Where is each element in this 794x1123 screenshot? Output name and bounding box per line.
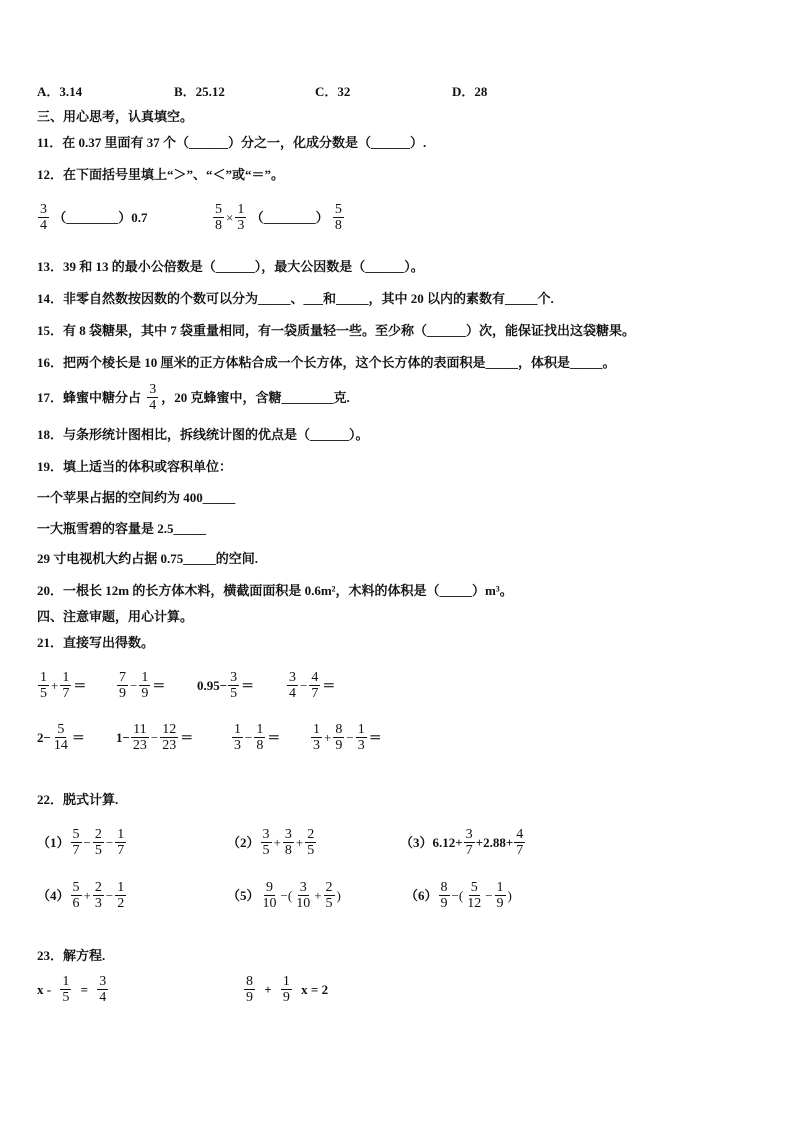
q22-problem-2: （2） $\frac{3}{5}$ + $\frac{3}{8}$ + $\frac{2}{5}$ xyxy=(227,827,315,858)
q22-problem-4: （4） $\frac{5}{6}$ + $\frac{2}{3}$ − $\frac{1}{2}$ xyxy=(37,880,125,911)
times-sign: × xyxy=(226,209,234,225)
fraction: $\frac{1}{9}$ xyxy=(141,670,149,701)
question-14: 14．非零自然数按因数的个数可以分为_____、___和_____，其中 20 以内的素数有_____个. xyxy=(37,291,554,306)
question-19-item-b: 一大瓶雪碧的容量是 2.5_____ xyxy=(37,521,207,536)
choice-d: D．28 xyxy=(452,84,488,99)
q22-problem-1: （1） $\frac{5}{7}$ − $\frac{2}{5}$ − $\frac{1}{7}$ xyxy=(37,827,125,858)
q23-equation-2: $\frac{8}{9}$ + $\frac{1}{9}$ x = 2 xyxy=(246,974,329,1005)
fraction: $\frac{7}{9}$ xyxy=(119,670,126,701)
fraction: $\frac{3}{4}$ xyxy=(289,670,296,701)
fraction: $\frac{1}{3}$ xyxy=(234,722,241,753)
fraction: $\frac{5}{8}$ xyxy=(334,202,342,233)
q22-problem-6: （6） $\frac{8}{9}$ −( $\frac{5}{12}$ − $\frac{1}{9}$ ) xyxy=(405,880,512,911)
fraction: $\frac{3}{7}$ xyxy=(465,827,473,858)
section-3-heading: 三、用心思考，认真填空。 xyxy=(37,109,194,124)
fraction: $\frac{1}{9}$ xyxy=(496,880,504,911)
fraction: $\frac{3}{4}$ xyxy=(149,382,157,413)
fraction: $\frac{8}{9}$ xyxy=(335,722,343,753)
fraction: $\frac{3}{5}$ xyxy=(230,670,238,701)
fraction: $\frac{1}{3}$ xyxy=(237,202,245,233)
fraction: $\frac{2}{5}$ xyxy=(307,827,315,858)
fraction: $\frac{5}{8}$ xyxy=(215,202,222,233)
question-18: 18．与条形统计图相比，拆线统计图的优点是（______）。 xyxy=(37,427,369,442)
fraction: $\frac{3}{5}$ xyxy=(262,827,270,858)
fraction: $\frac{4}{7}$ xyxy=(311,670,319,701)
q21-expr-7: $\frac{1}{3}$ − $\frac{1}{8}$ ＝ xyxy=(234,722,281,753)
fraction: $\frac{1}{3}$ xyxy=(357,722,365,753)
question-16: 16．把两个棱长是 10 厘米的正方体粘合成一个长方体，这个长方体的表面积是_____，体积是_____。 xyxy=(37,355,616,370)
fraction: $\frac{9}{10}$ xyxy=(262,880,277,911)
q21-expr-1: $\frac{1}{5}$ + $\frac{1}{7}$ ＝ xyxy=(40,670,87,701)
fraction: $\frac{2}{5}$ xyxy=(94,827,102,858)
question-15: 15．有 8 袋糖果，其中 7 袋重量相同，有一袋质量轻一些。至少称（______）次，能保证找出这袋糖果。 xyxy=(37,323,636,338)
fraction: $\frac{11}{23}$ xyxy=(132,722,147,753)
question-23: 23．解方程. xyxy=(37,948,106,963)
choice-c: C．32 xyxy=(315,84,351,99)
fraction: $\frac{12}{23}$ xyxy=(162,722,177,753)
question-11: 11．在 0.37 里面有 37 个（______）分之一，化成分数是（______）. xyxy=(37,135,427,150)
q21-expr-4: $\frac{3}{4}$ − $\frac{4}{7}$ ＝ xyxy=(289,670,336,701)
fraction: $\frac{5}{6}$ xyxy=(72,880,80,911)
fraction: $\frac{5}{7}$ xyxy=(72,827,80,858)
q22-problem-5: （5） $\frac{9}{10}$ −( $\frac{3}{10}$ + $\frac{2}{5}$ ) xyxy=(227,880,341,911)
choice-a: A．3.14 xyxy=(37,84,83,99)
compare-blank: （________）0.7 xyxy=(53,209,148,225)
q21-expr-6: 1− $\frac{11}{23}$ − $\frac{12}{23}$ ＝ xyxy=(116,722,194,753)
fraction: $\frac{2}{5}$ xyxy=(325,880,333,911)
fraction: $\frac{1}{5}$ xyxy=(62,974,70,1005)
q21-expr-8: $\frac{1}{3}$ + $\frac{8}{9}$ − $\frac{1}{3}$ ＝ xyxy=(313,722,382,753)
fraction: $\frac{3}{4}$ xyxy=(99,974,107,1005)
fraction: $\frac{1}{2}$ xyxy=(117,880,125,911)
fraction: $\frac{1}{7}$ xyxy=(62,670,70,701)
question-12-compare-1 xyxy=(37,202,148,233)
fraction: $\frac{1}{7}$ xyxy=(117,827,125,858)
fraction: $\frac{5}{14}$ xyxy=(53,722,68,753)
q22-problem-3: （3）6.12+ $\frac{3}{7}$ +2.88+ $\frac{4}{7}$ xyxy=(400,827,524,858)
q21-expr-3: 0.95− $\frac{3}{5}$ ＝ xyxy=(197,670,255,701)
question-20: 20．一根长 12m 的长方体木料，横截面面积是 0.6m²，木料的体积是（_____）m³。 xyxy=(37,583,513,598)
compare-blank: （________） xyxy=(250,209,329,225)
fraction: $\frac{3}{4}$ xyxy=(40,202,47,233)
fraction: $\frac{8}{9}$ xyxy=(246,974,253,1005)
question-13: 13．39 和 13 的最小公倍数是（______），最大公因数是（______）。 xyxy=(37,259,424,274)
question-19-item-a: 一个苹果占据的空间约为 400_____ xyxy=(37,490,236,505)
fraction: $\frac{1}{9}$ xyxy=(282,974,290,1005)
fraction: $\frac{8}{9}$ xyxy=(440,880,448,911)
q21-expr-5: 2− $\frac{5}{14}$ ＝ xyxy=(37,722,85,753)
choice-b: B．25.12 xyxy=(174,84,225,99)
fraction: $\frac{4}{7}$ xyxy=(516,827,524,858)
fraction: $\frac{1}{3}$ xyxy=(313,722,320,753)
question-12: 12．在下面括号里填上“＞”、“＜”或“＝”。 xyxy=(37,167,285,182)
q21-expr-2: $\frac{7}{9}$ − $\frac{1}{9}$ ＝ xyxy=(119,670,166,701)
question-21: 21．直接写出得数。 xyxy=(37,635,155,650)
fraction: $\frac{5}{12}$ xyxy=(467,880,482,911)
question-22: 22．脱式计算. xyxy=(37,792,119,807)
fraction: $\frac{1}{5}$ xyxy=(40,670,47,701)
q23-equation-1: x - $\frac{1}{5}$ = $\frac{3}{4}$ xyxy=(37,974,107,1005)
question-19-item-c: 29 寸电视机大约占据 0.75_____的空间. xyxy=(37,551,259,566)
question-12-compare-2 xyxy=(212,202,345,233)
fraction: $\frac{1}{8}$ xyxy=(256,722,264,753)
fraction: $\frac{2}{3}$ xyxy=(94,880,102,911)
fraction: $\frac{3}{10}$ xyxy=(296,880,311,911)
section-4-heading: 四、注意审题，用心计算。 xyxy=(37,609,194,624)
question-17: 17．蜂蜜中糖分占 $\frac{3}{4}$ ，20 克蜂蜜中，含糖________克. xyxy=(37,382,350,413)
fraction: $\frac{3}{8}$ xyxy=(284,827,292,858)
question-19: 19．填上适当的体积或容积单位： xyxy=(37,459,233,474)
